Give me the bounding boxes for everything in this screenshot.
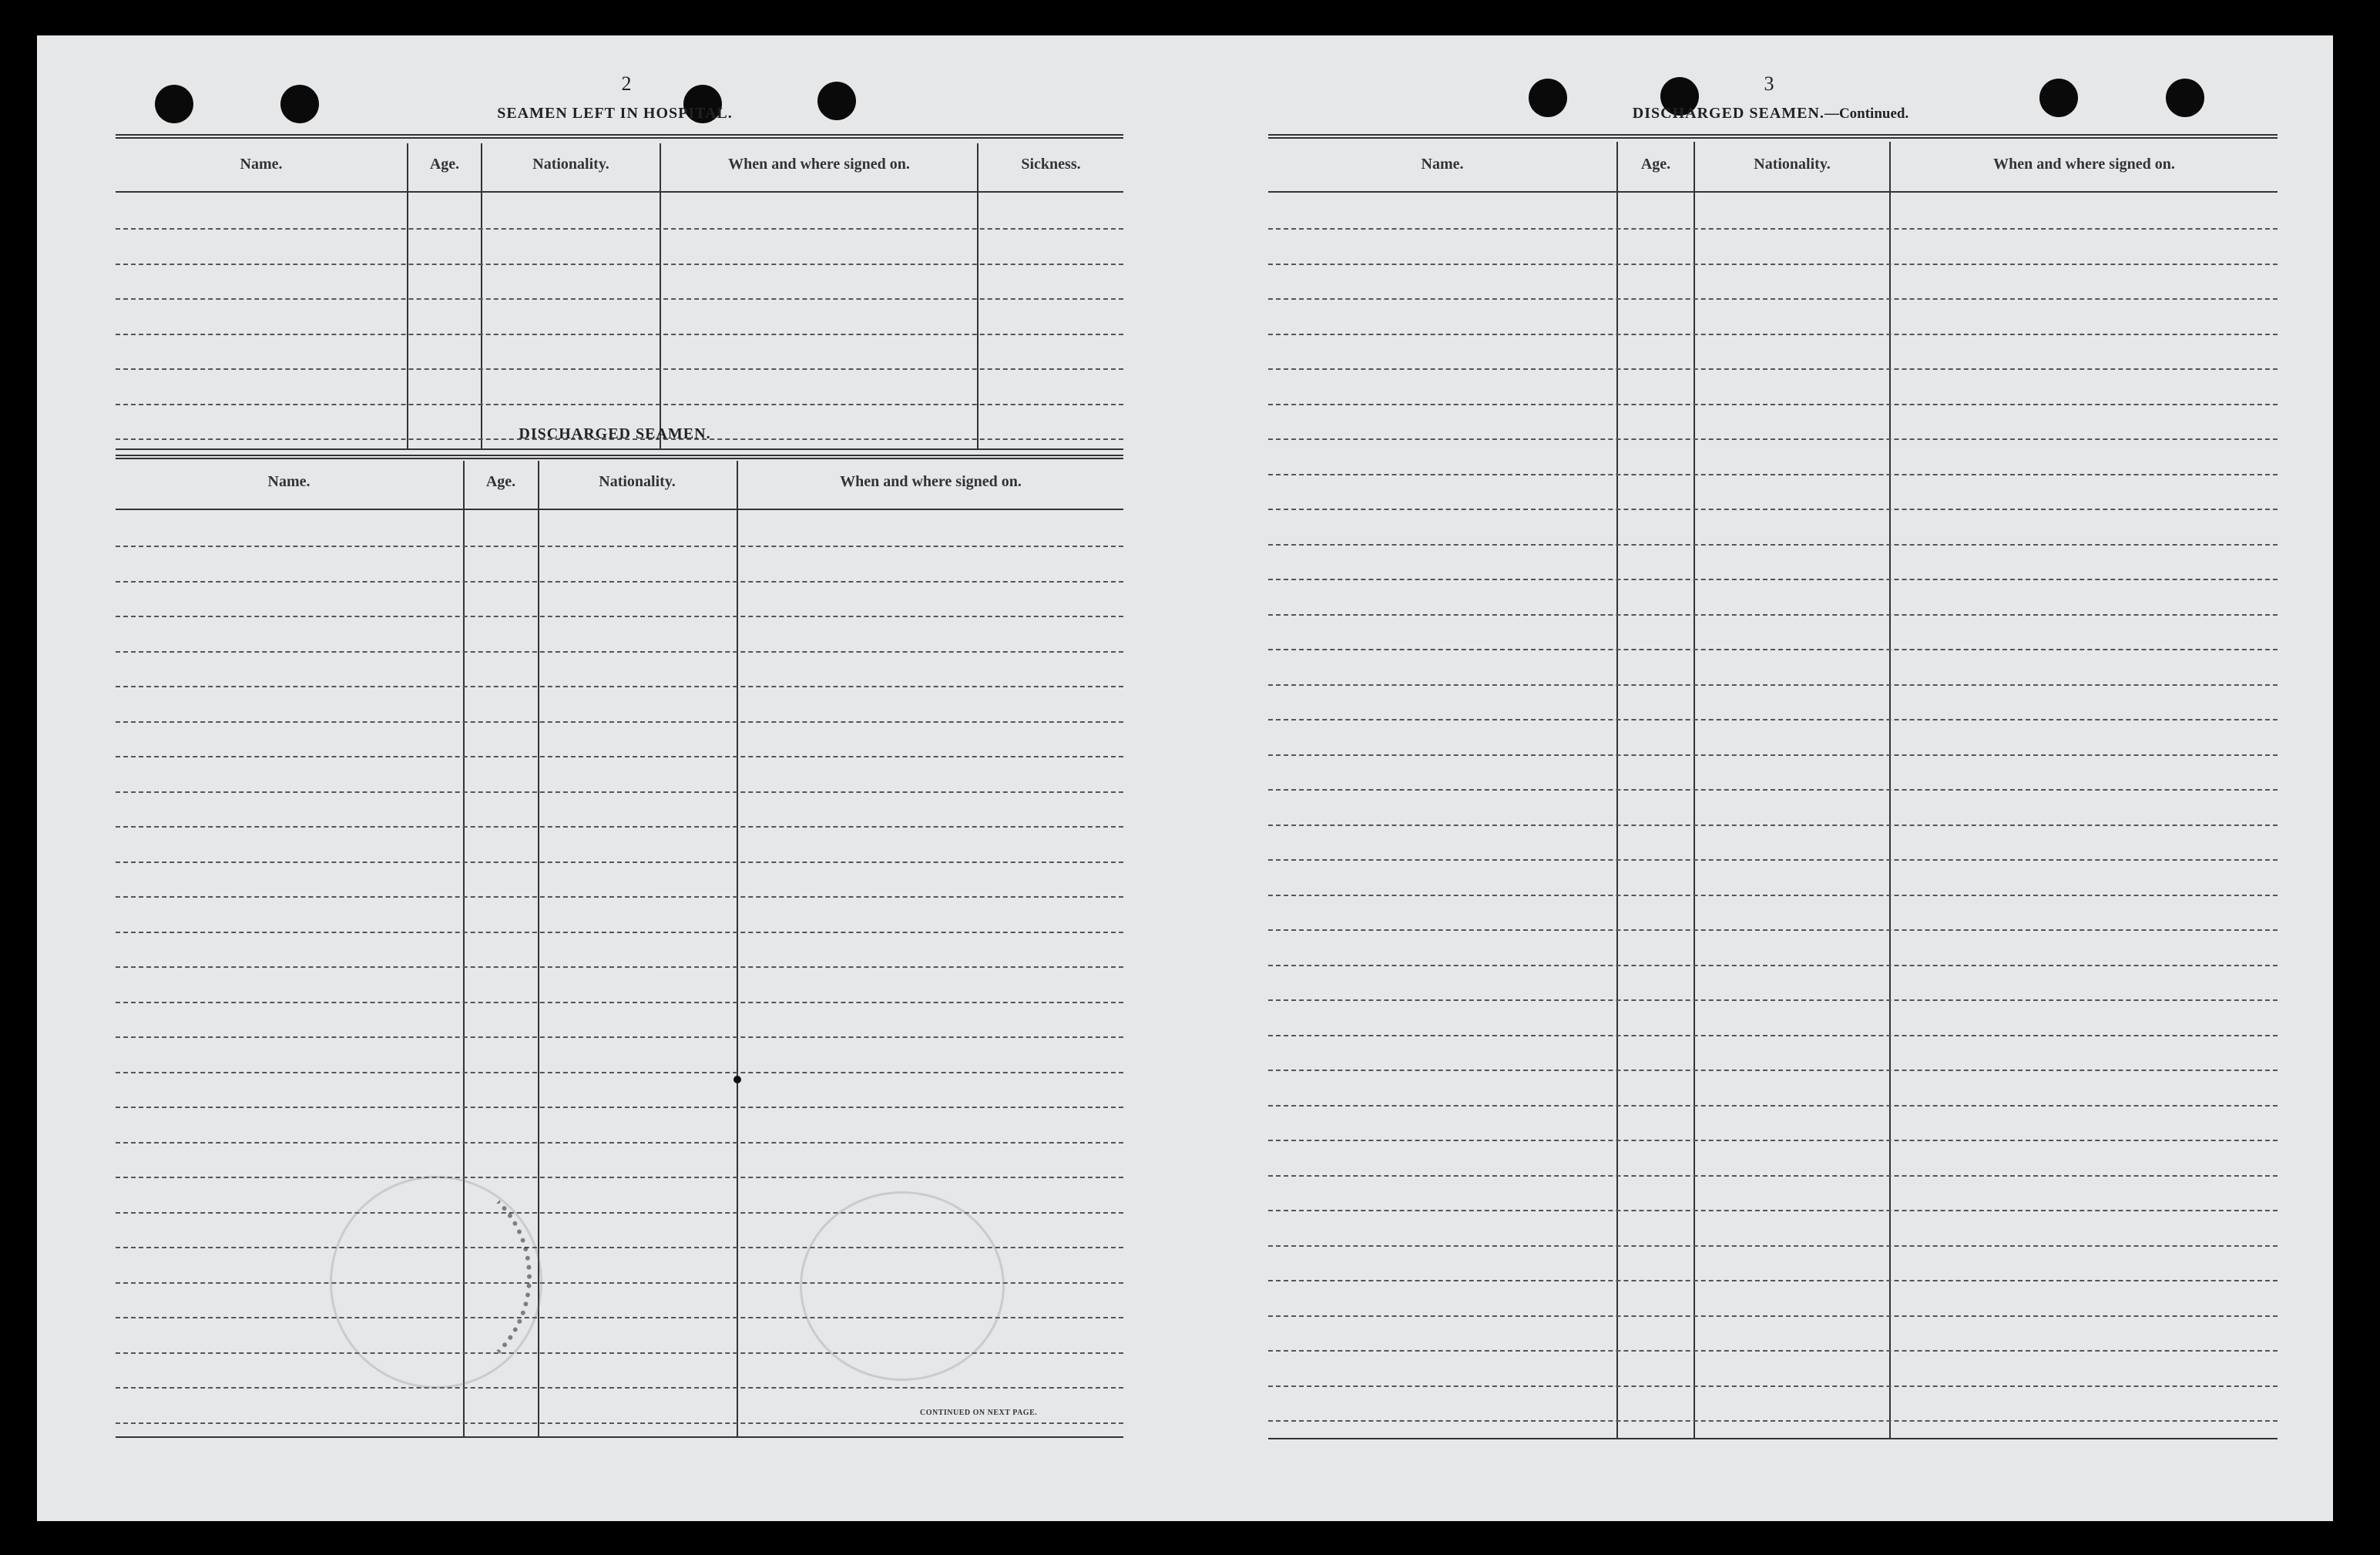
right-header-rule bbox=[1268, 134, 2278, 139]
discharged-col-name: Name. bbox=[267, 473, 311, 490]
entry-line bbox=[1268, 1350, 2278, 1352]
continued-footnote: CONTINUED ON NEXT PAGE. bbox=[920, 1409, 1038, 1417]
entry-line bbox=[116, 264, 1123, 265]
entry-line bbox=[116, 861, 1123, 863]
entry-line bbox=[116, 298, 1123, 300]
entry-line bbox=[116, 756, 1123, 757]
entry-line bbox=[1268, 1070, 2278, 1071]
entry-line bbox=[116, 546, 1123, 547]
discharged-subheader-rule bbox=[116, 509, 1123, 510]
right-bottom-rule bbox=[1268, 1438, 2278, 1439]
hospital-col-nationality: Nationality. bbox=[532, 156, 609, 173]
entry-line bbox=[1268, 789, 2278, 791]
entry-line bbox=[116, 651, 1123, 653]
entry-line bbox=[1268, 474, 2278, 475]
entry-line bbox=[1268, 1105, 2278, 1107]
punch-hole bbox=[2166, 79, 2204, 117]
entry-line bbox=[116, 368, 1123, 370]
entry-line bbox=[116, 1177, 1123, 1178]
entry-line bbox=[116, 1422, 1123, 1424]
entry-line bbox=[1268, 859, 2278, 861]
entry-line bbox=[116, 932, 1123, 933]
entry-line bbox=[116, 404, 1123, 405]
entry-line bbox=[116, 826, 1123, 828]
entry-line bbox=[1268, 298, 2278, 300]
entry-line bbox=[116, 1002, 1123, 1003]
right-col-nationality: Nationality. bbox=[1754, 156, 1831, 173]
entry-line bbox=[1268, 579, 2278, 580]
entry-line bbox=[116, 1036, 1123, 1038]
punch-hole bbox=[155, 85, 193, 123]
entry-line bbox=[1268, 965, 2278, 966]
entry-line bbox=[116, 1142, 1123, 1144]
right-col-age: Age. bbox=[1640, 156, 1671, 173]
discharged-bottom-rule bbox=[116, 1436, 1123, 1438]
entry-line bbox=[116, 616, 1123, 617]
entry-line bbox=[1268, 1385, 2278, 1387]
entry-line bbox=[116, 686, 1123, 687]
hospital-col-name: Name. bbox=[240, 156, 283, 173]
entry-line bbox=[116, 791, 1123, 793]
entry-line bbox=[1268, 895, 2278, 896]
entry-line bbox=[1268, 1035, 2278, 1036]
entry-line bbox=[116, 966, 1123, 968]
entry-line bbox=[116, 334, 1123, 335]
entry-line bbox=[116, 721, 1123, 723]
discharged-continued-title-text: DISCHARGED SEAMEN. bbox=[1632, 105, 1824, 122]
discharged-col-signed-on: When and where signed on. bbox=[840, 473, 1022, 490]
entry-line bbox=[116, 1107, 1123, 1108]
entry-line bbox=[1268, 1420, 2278, 1422]
entry-line bbox=[116, 896, 1123, 898]
discharged-column-divider bbox=[737, 461, 738, 1438]
discharged-section-title: DISCHARGED SEAMEN. bbox=[519, 425, 711, 442]
entry-line bbox=[116, 581, 1123, 583]
entry-line bbox=[1268, 1140, 2278, 1141]
entry-line bbox=[1268, 334, 2278, 335]
entry-line bbox=[1268, 649, 2278, 650]
discharged-continued-title bbox=[1547, 105, 1994, 123]
right-col-name: Name. bbox=[1421, 156, 1464, 173]
entry-line bbox=[1268, 929, 2278, 931]
punch-hole bbox=[280, 85, 319, 123]
punch-hole bbox=[2039, 79, 2078, 117]
entry-line bbox=[1268, 404, 2278, 405]
discharged-header-rule bbox=[116, 455, 1123, 459]
hospital-subheader-rule bbox=[116, 191, 1123, 193]
entry-line bbox=[1268, 228, 2278, 230]
entry-line bbox=[116, 1387, 1123, 1389]
entry-line bbox=[1268, 368, 2278, 370]
document-sheet bbox=[37, 35, 2333, 1521]
entry-line bbox=[1268, 1210, 2278, 1211]
entry-line bbox=[1268, 544, 2278, 546]
right-page-number: 3 bbox=[1764, 72, 1774, 95]
discharged-continued-suffix: —Continued. bbox=[1824, 106, 1909, 122]
hospital-header-rule bbox=[116, 134, 1123, 139]
discharged-col-nationality: Nationality. bbox=[599, 473, 676, 490]
port-stamp bbox=[314, 1168, 532, 1385]
ink-dot bbox=[733, 1076, 741, 1083]
entry-line bbox=[1268, 614, 2278, 616]
discharged-col-age: Age. bbox=[485, 473, 516, 490]
entry-line bbox=[1268, 1245, 2278, 1247]
hospital-bottom-rule bbox=[116, 448, 1123, 450]
entry-line bbox=[1268, 1175, 2278, 1177]
entry-line bbox=[1268, 438, 2278, 440]
entry-line bbox=[1268, 684, 2278, 686]
hospital-col-age: Age. bbox=[429, 156, 460, 173]
hospital-col-sickness: Sickness. bbox=[1021, 156, 1081, 173]
entry-line bbox=[1268, 999, 2278, 1001]
entry-line bbox=[1268, 509, 2278, 510]
right-col-signed-on: When and where signed on. bbox=[1993, 156, 2175, 173]
entry-line bbox=[1268, 825, 2278, 826]
hospital-section-title: SEAMEN LEFT IN HOSPITAL. bbox=[497, 105, 733, 122]
entry-line bbox=[1268, 1315, 2278, 1317]
entry-line bbox=[116, 228, 1123, 230]
entry-line bbox=[116, 1072, 1123, 1073]
entry-line bbox=[116, 1212, 1123, 1214]
entry-line bbox=[1268, 754, 2278, 756]
faded-stamp bbox=[800, 1191, 1005, 1381]
right-subheader-rule bbox=[1268, 191, 2278, 193]
left-page-number: 2 bbox=[621, 72, 632, 95]
entry-line bbox=[1268, 264, 2278, 265]
entry-line bbox=[1268, 719, 2278, 720]
entry-line bbox=[1268, 1280, 2278, 1281]
hospital-col-signed-on: When and where signed on. bbox=[728, 156, 910, 173]
